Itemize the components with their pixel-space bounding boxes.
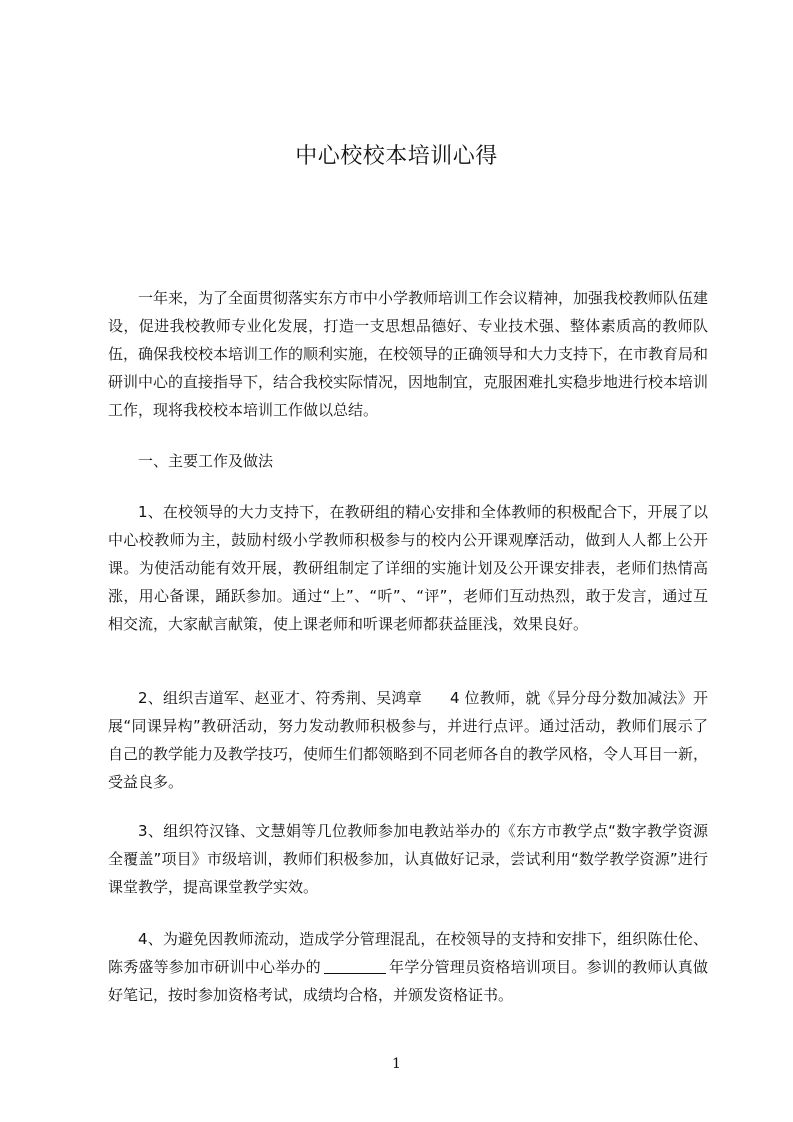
intro-paragraph: 一年来，为了全面贯彻落实东方市中小学教师培训工作会议精神，加强我校教师队伍建设，促进我校教师专业化发展，打造一支思想品德好、专业技术强、整体素质高的教师队伍，确保我校校本培训工作的顺利实施，在校领导的正确领导和大力支持下，在市教育局和研训中心的直接指导下，结合我校实际情况，因地制宜，克服困难扎实稳步地进行校本培训工作，现将我校校本培训工作做以总结。 (108, 289, 709, 419)
section-heading: 一、主要工作及做法 (138, 452, 274, 470)
item-4-paragraph (108, 925, 708, 1009)
item-2-text: 4 位教师，就《异分母分数加减法》开展“同课异构”教研活动，努力发动教师积极参与，并进行点评。通过活动，教师们展示了自己的教学能力及教学技巧，使师生们都领略到不同老师各自的教学风格，令人耳目一新，受益良多。 (108, 689, 709, 791)
page-number: 1 (392, 1056, 401, 1072)
year-blank-underline (324, 959, 386, 974)
item-4-text-start: 4、为避免因教师流动，造成学分管理混乱，在校领导的支持和安排下，组织陈仕伦、陈秀盛等参加市研训中心举办的 (108, 930, 708, 976)
item-3-paragraph: 3、组织符汉锋、文慧娟等几位教师参加电教站举办的《东方市教学点“数字教学资源全覆盖”项目》市级培训，教师们积极参加，认真做好记录，尝试利用“数学教学资源”进行课堂教学，提高课堂教学实效。 (108, 822, 708, 896)
document-title: 中心校校本培训心得 (295, 144, 498, 169)
item-4-text-end: 年学分管理员资格培训项目。参训的教师认真做好笔记，按时参加资格考试，成绩均合格，并颁发资格证书。 (108, 958, 708, 1004)
item-2-paragraph (108, 684, 708, 796)
item-1-paragraph: 1、在校领导的大力支持下，在教研组的精心安排和全体教师的积极配合下，开展了以中心校教师为主，鼓励村级小学教师积极参与的校内公开课观摩活动，做到人人都上公开课。为使活动能有效开展，教研组制定了详细的实施计划及公开课安排表，老师们热情高涨，用心备课，踊跃参加。通过“上”、“听”、“评”，老师们互动热烈，敢于发言，通过互相交流，大家献言献策，使上课老师和听课老师都获益匪浅，效果良好。 (108, 503, 708, 633)
item-2-names: 2、组织吉道军、赵亚才、符秀荆、吴鸿章 (138, 689, 422, 707)
